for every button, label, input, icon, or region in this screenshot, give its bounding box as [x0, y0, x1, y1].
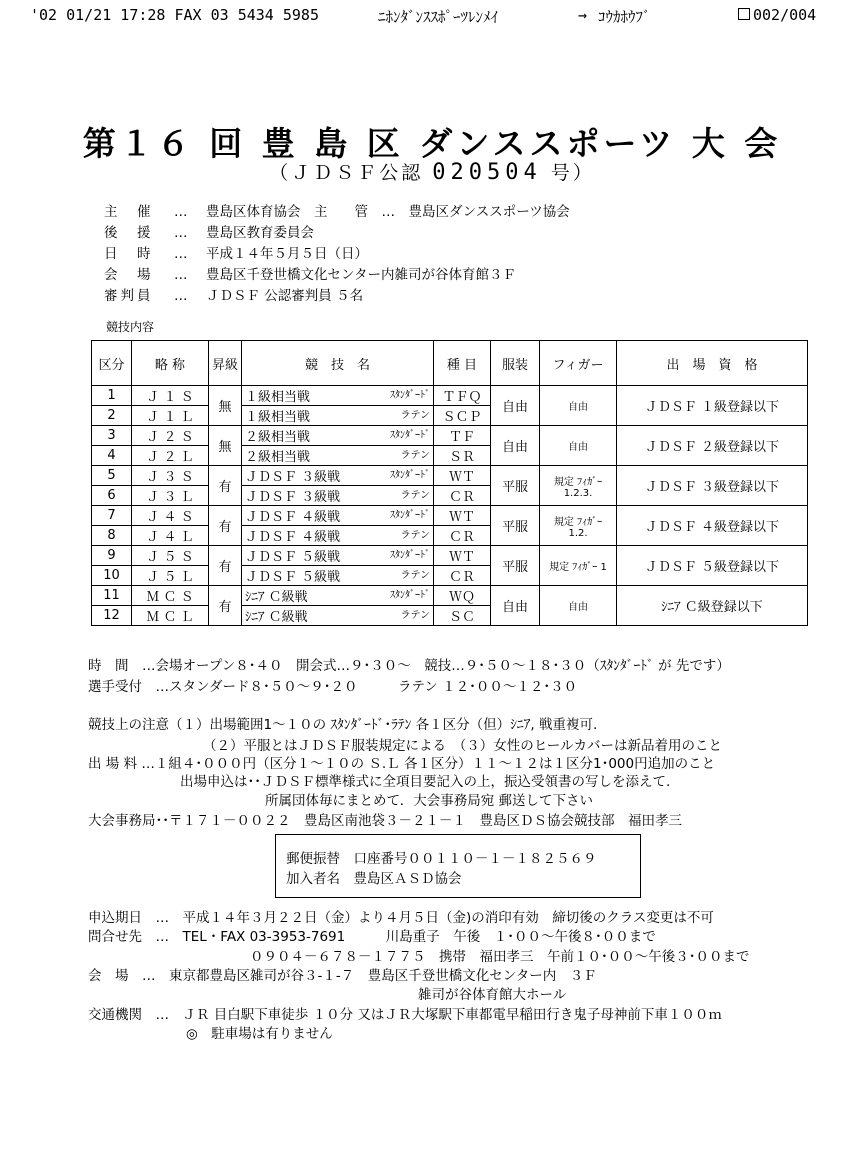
figure-rule: 自由 [540, 586, 617, 626]
figure-rule: 規定 ﾌｨｶﾞｰ 1.2.3. [540, 466, 617, 506]
event-style: ｽﾀﾝﾀﾞｰﾄﾞ [390, 550, 430, 561]
qualification: ｼﾆｱ Ｃ級登録以下 [617, 586, 808, 626]
qualification: ＪＤＳＦ ３級登録以下 [617, 466, 808, 506]
class-number: 7 [92, 506, 132, 526]
column-header: フィガー [540, 341, 617, 386]
postal-holder: 加入者名 豊島区ＡＳＤ協会 [286, 871, 462, 887]
event-style: ｽﾀﾝﾀﾞｰﾄﾞ [390, 590, 430, 601]
event-dances: ＷＴ [434, 546, 491, 566]
info-dots: … [174, 246, 188, 262]
info-row [104, 265, 570, 286]
contact-mobile: ０９０４－６７８－１７７５ 携帯 福田孝三 午前１０･００～午後３･００まで [250, 949, 750, 965]
class-number: 3 [92, 426, 132, 446]
figure-rule: 自由 [540, 426, 617, 466]
entry-fee: 出 場 料 …１組４･０００円（区分１～１０の Ｓ.Ｌ 各１区分）１１～１２は１区分1･000円追加のこと [88, 756, 716, 772]
venue-line: 会 場 … 東京都豊島区雑司が谷３-１-７ 豊島区千登世橋文化センター内 ３Ｆ [88, 968, 597, 984]
qualification: ＪＤＳＦ ２級登録以下 [617, 426, 808, 466]
class-abbr: Ｊ ２ Ｓ [132, 426, 209, 446]
event-style: ラテン [400, 530, 430, 541]
info-dots: … [174, 204, 188, 220]
info-label: 主 催 [104, 204, 154, 220]
promotion: 有 [209, 546, 242, 586]
class-abbr: Ｊ １ Ｌ [132, 406, 209, 426]
event-name [242, 406, 434, 426]
event-name [242, 606, 434, 626]
event-level: ＪＤＳＦ ５級戦 [245, 570, 341, 585]
event-dances: ＷＱ [434, 586, 491, 606]
column-header: 出 場 資 格 [617, 341, 808, 386]
event-name [242, 586, 434, 606]
office-address: 大会事務局･･〒１７１－００２２ 豊島区南池袋３－２１－１ 豊島区ＤＳ協会競技部 福田孝三 [88, 813, 682, 829]
figure-rule: 規定 ﾌｨｶﾞｰ 1.2. [540, 506, 617, 546]
info-label: 会 場 [104, 267, 154, 283]
checkbox-icon [738, 8, 750, 20]
table-row [92, 506, 808, 526]
class-abbr: Ｊ ２ Ｌ [132, 446, 209, 466]
info-dots: … [174, 225, 188, 241]
info-value: 平成１４年５月５日（日） [206, 246, 368, 262]
class-number: 4 [92, 446, 132, 466]
postal-account: 郵便振替 口座番号００１１０－１－１８２５６９ [286, 851, 597, 867]
class-abbr: Ｍ Ｃ Ｓ [132, 586, 209, 606]
class-abbr: Ｍ Ｃ Ｌ [132, 606, 209, 626]
info-label: 後 援 [104, 225, 154, 241]
event-style: ｽﾀﾝﾀﾞｰﾄﾞ [390, 430, 430, 441]
event-level: ２級相当戦 [245, 450, 311, 465]
section-label: 競技内容 [106, 320, 155, 334]
event-name [242, 466, 434, 486]
fax-sender: ﾆﾎﾝﾀﾞﾝｽｽﾎﾟｰﾂﾚﾝﾒｲ [378, 8, 499, 26]
event-level: ＪＤＳＦ ３級戦 [245, 470, 341, 485]
class-abbr: Ｊ ４ Ｓ [132, 506, 209, 526]
promotion: 無 [209, 386, 242, 426]
dress-code: 平服 [491, 546, 540, 586]
class-abbr: Ｊ １ Ｓ [132, 386, 209, 406]
class-abbr: Ｊ ３ Ｌ [132, 486, 209, 506]
table-row [92, 586, 808, 606]
qualification: ＪＤＳＦ １級登録以下 [617, 386, 808, 426]
info-row [104, 223, 570, 244]
promotion: 有 [209, 586, 242, 626]
note-2: （２）平服とはＪＤＳＦ服装規定による （３）女性のヒールカバーは新品着用のこと [203, 738, 722, 754]
certification-number: 020504 [432, 160, 542, 185]
event-dances: ＳＣ [434, 606, 491, 626]
fax-page-number: 002/004 [738, 6, 816, 24]
contact-line: 問合せ先 … TEL・FAX 03-3953-7691 川島重子 午後 １･００～午後８･００まで [88, 929, 656, 945]
event-dances: ＣＲ [434, 566, 491, 586]
info-dots: … [174, 288, 188, 304]
class-abbr: Ｊ ３ Ｓ [132, 466, 209, 486]
class-number: 2 [92, 406, 132, 426]
class-number: 5 [92, 466, 132, 486]
qualification: ＪＤＳＦ ４級登録以下 [617, 506, 808, 546]
fax-recipient: ｺｳｶﾎｳﾌﾞ [598, 8, 651, 26]
column-header: 種 目 [434, 341, 491, 386]
note-application: 出場申込は･･ＪＤＳＦ標準様式に全項目要記入の上，振込受領書の写しを添えて. [180, 774, 671, 790]
event-style: ラテン [400, 450, 430, 461]
figure-rule: 自由 [540, 386, 617, 426]
class-number: 6 [92, 486, 132, 506]
table-row [92, 546, 808, 566]
event-style: ｽﾀﾝﾀﾞｰﾄﾞ [390, 510, 430, 521]
event-name [242, 546, 434, 566]
document-subtitle: （ＪＤＳＦ公認 020504 号） [269, 160, 595, 185]
event-name [242, 526, 434, 546]
reception-line: 選手受付 …スタンダード８･５０～９･２０ ラテン １２･００～１２･３０ [88, 679, 578, 695]
class-number: 12 [92, 606, 132, 626]
event-level: ＪＤＳＦ ５級戦 [245, 550, 341, 565]
event-dances: ＴＦＱ [434, 386, 491, 406]
info-row [104, 244, 570, 265]
class-number: 1 [92, 386, 132, 406]
fax-arrow: → [578, 6, 588, 24]
promotion: 有 [209, 506, 242, 546]
class-abbr: Ｊ ５ Ｓ [132, 546, 209, 566]
info-value: 豊島区千登世橋文化センター内雑司が谷体育館３Ｆ [206, 267, 516, 283]
table-row [92, 386, 808, 406]
dress-code: 平服 [491, 466, 540, 506]
event-name [242, 506, 434, 526]
info-value: 豊島区体育協会 主 管 … 豊島区ダンススポーツ協会 [206, 204, 570, 220]
transport-line: 交通機関 … ＪＲ 目白駅下車徒歩 １０分 又はＪＲ大塚駅下車都電早稲田行き鬼子母神前下車１００ｍ [88, 1007, 722, 1023]
event-dances: ＳＣＰ [434, 406, 491, 426]
figure-rule: 規定 ﾌｨｶﾞｰ 1 [540, 546, 617, 586]
column-header: 競 技 名 [242, 341, 434, 386]
event-dances: ＣＲ [434, 526, 491, 546]
event-level: ＪＤＳＦ ４級戦 [245, 530, 341, 545]
postal-transfer-box [275, 834, 641, 898]
event-dances: ＣＲ [434, 486, 491, 506]
event-style: ｽﾀﾝﾀﾞｰﾄﾞ [390, 390, 430, 401]
competition-table [91, 340, 808, 626]
promotion: 無 [209, 426, 242, 466]
dress-code: 自由 [491, 386, 540, 426]
info-label: 日 時 [104, 246, 154, 262]
parking-note: ◎ 駐車場は有りません [186, 1026, 333, 1042]
event-style: ラテン [400, 610, 430, 621]
event-name [242, 426, 434, 446]
deadline-line: 申込期日 … 平成１４年３月２２日（金）より４月５日（金)の消印有効 締切後のクラス変更は不可 [88, 910, 714, 926]
info-row [104, 202, 570, 223]
event-level: ｼﾆｱ Ｃ級戦 [245, 610, 308, 625]
column-header: 区分 [92, 341, 132, 386]
event-style: ラテン [400, 570, 430, 581]
promotion: 有 [209, 466, 242, 506]
event-style: ラテン [400, 410, 430, 421]
venue-hall: 雑司が谷体育館大ホール [418, 987, 567, 1003]
class-number: 8 [92, 526, 132, 546]
event-name [242, 386, 434, 406]
event-level: ２級相当戦 [245, 430, 311, 445]
dress-code: 自由 [491, 586, 540, 626]
dress-code: 平服 [491, 506, 540, 546]
document-title: 第１６ 回 豊 島 区 ダンススポーツ 大 会 [82, 124, 782, 163]
class-number: 10 [92, 566, 132, 586]
class-number: 9 [92, 546, 132, 566]
fax-header-left: '02 01/21 17:28 FAX 03 5434 5985 [30, 6, 319, 24]
event-level: ＪＤＳＦ ３級戦 [245, 490, 341, 505]
event-name [242, 446, 434, 466]
class-abbr: Ｊ ４ Ｌ [132, 526, 209, 546]
qualification: ＪＤＳＦ ５級登録以下 [617, 546, 808, 586]
dress-code: 自由 [491, 426, 540, 466]
info-value: ＪＤＳＦ 公認審判員 ５名 [206, 288, 364, 304]
info-value: 豊島区教育委員会 [206, 225, 314, 241]
note-1: 競技上の注意（１）出場範囲1～１０の ｽﾀﾝﾀﾞｰﾄﾞ･ﾗﾃﾝ 各１区分（但）ｼﾆｱ, 戦重複可. [88, 717, 598, 733]
event-level: １級相当戦 [245, 390, 311, 405]
table-row [92, 466, 808, 486]
table-row [92, 426, 808, 446]
event-name [242, 566, 434, 586]
event-dances: ＷＴ [434, 506, 491, 526]
info-label: 審判員 [104, 288, 154, 304]
event-style: ラテン [400, 490, 430, 501]
event-name [242, 486, 434, 506]
event-level: １級相当戦 [245, 410, 311, 425]
column-header: 服装 [491, 341, 540, 386]
class-number: 11 [92, 586, 132, 606]
info-row [104, 286, 570, 307]
column-header: 略 称 [132, 341, 209, 386]
class-abbr: Ｊ ５ Ｌ [132, 566, 209, 586]
event-info [104, 202, 570, 307]
column-header: 昇級 [209, 341, 242, 386]
event-level: ｼﾆｱ Ｃ級戦 [245, 590, 308, 605]
info-dots: … [174, 267, 188, 283]
event-style: ｽﾀﾝﾀﾞｰﾄﾞ [390, 470, 430, 481]
event-dances: ＷＴ [434, 466, 491, 486]
time-line: 時 間 …会場オープン８･４０ 開会式…９･３０～ 競技…９･５０～１８･３０（ｽﾀﾝﾀﾞｰﾄﾞ が 先です） [88, 658, 730, 674]
event-level: ＪＤＳＦ ４級戦 [245, 510, 341, 525]
note-mail: 所属団体毎にまとめて．大会事務局宛 郵送して下さい [265, 793, 594, 809]
event-dances: ＴＦ [434, 426, 491, 446]
event-dances: ＳＲ [434, 446, 491, 466]
